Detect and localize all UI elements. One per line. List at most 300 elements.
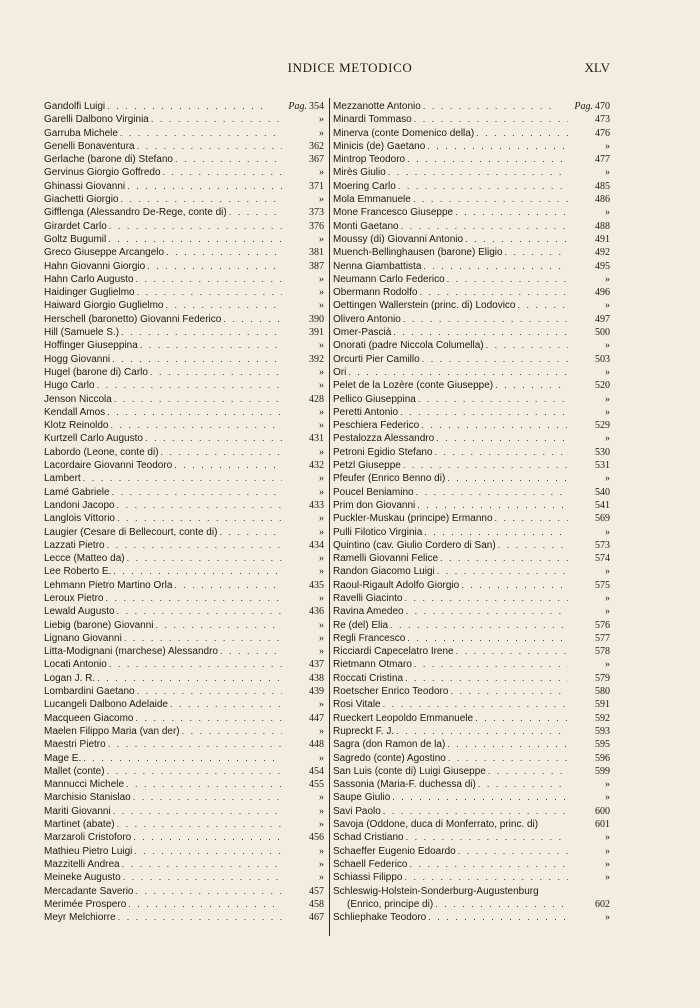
page-number-value: » bbox=[605, 393, 610, 405]
entry-name: Martinet (abate) bbox=[44, 819, 115, 831]
entry-name: Hahn Giovanni Giorgio bbox=[44, 260, 146, 272]
entry-page bbox=[284, 645, 324, 658]
entry-name: Quintino (cav. Giulio Cordero di San) bbox=[333, 539, 496, 551]
dot-leader bbox=[447, 273, 568, 286]
page-number-value: 354 bbox=[309, 101, 324, 112]
index-entry bbox=[333, 140, 610, 153]
dot-leader bbox=[465, 233, 568, 246]
entry-name: Schaell Federico bbox=[333, 858, 408, 870]
entry-name: Meineke Augusto bbox=[44, 872, 121, 884]
entry-page bbox=[284, 632, 324, 645]
page-label: Pag. bbox=[574, 101, 593, 112]
entry-name: Lewald Augusto bbox=[44, 606, 115, 618]
entry-name: Omer-Pascià bbox=[333, 327, 392, 339]
dot-leader bbox=[495, 379, 568, 392]
entry-page bbox=[570, 565, 610, 578]
entry-name: Marzaroli Cristoforo bbox=[44, 832, 132, 844]
index-entry bbox=[333, 180, 610, 193]
dot-leader bbox=[107, 100, 266, 113]
entry-name: Oettingen Wallerstein (princ. di) Lodovico bbox=[333, 300, 516, 312]
entry-name: Pfeufer (Enrico Benno di) bbox=[333, 473, 446, 485]
entry-page bbox=[570, 459, 610, 472]
index-entry bbox=[333, 512, 610, 525]
dot-leader bbox=[136, 273, 282, 286]
dot-leader bbox=[134, 845, 282, 858]
page-number-value: 503 bbox=[595, 353, 610, 365]
dot-leader bbox=[83, 752, 282, 765]
page-number-value: » bbox=[319, 752, 324, 764]
dot-leader bbox=[128, 898, 282, 911]
index-entry bbox=[333, 313, 610, 326]
page-number-value: » bbox=[319, 858, 324, 870]
page-number-value: » bbox=[605, 792, 610, 804]
index-entry bbox=[333, 738, 610, 751]
page-number-value: 470 bbox=[595, 101, 610, 112]
entry-name: Petroni Egidio Stefano bbox=[333, 446, 433, 458]
entry-page bbox=[570, 579, 610, 592]
dot-leader bbox=[166, 299, 283, 312]
entry-page bbox=[284, 486, 324, 499]
entry-name: Meyr Melchiorre bbox=[44, 912, 116, 924]
dot-leader bbox=[424, 526, 568, 539]
entry-name: Monti Gaetano bbox=[333, 220, 399, 232]
entry-name: Garruba Michele bbox=[44, 127, 118, 139]
entry-name: Ricciardi Capecelatro Irene bbox=[333, 646, 454, 658]
entry-page bbox=[284, 246, 324, 259]
entry-page bbox=[570, 206, 610, 219]
index-entry bbox=[44, 778, 324, 791]
entry-name: Mone Francesco Giuseppe bbox=[333, 207, 454, 219]
index-entry bbox=[333, 579, 610, 592]
index-entry bbox=[333, 791, 610, 804]
dot-leader bbox=[112, 353, 282, 366]
entry-page bbox=[284, 858, 324, 871]
entry-name: Landoni Jacopo bbox=[44, 499, 115, 511]
page-number-value: » bbox=[319, 513, 324, 525]
index-entry bbox=[44, 393, 324, 406]
page-number-value: » bbox=[319, 194, 324, 206]
entry-name: Rosi Vitale bbox=[333, 699, 381, 711]
entry-name: Lamé Gabriele bbox=[44, 486, 110, 498]
index-entry bbox=[44, 472, 324, 485]
dot-leader bbox=[136, 885, 283, 898]
entry-name: Laugier (Cesare di Bellecourt, conte di) bbox=[44, 526, 218, 538]
entry-page bbox=[284, 313, 324, 326]
dot-leader bbox=[388, 166, 568, 179]
entry-page bbox=[570, 805, 610, 818]
dot-leader bbox=[118, 911, 282, 924]
dot-leader bbox=[396, 725, 568, 738]
page-number-value: 431 bbox=[309, 433, 324, 445]
page-number-value: 428 bbox=[309, 393, 324, 405]
entry-name: Marchisio Stanislao bbox=[44, 792, 131, 804]
entry-name: Gerlache (barone di) Stefano bbox=[44, 154, 173, 166]
index-entry bbox=[44, 831, 324, 844]
entry-name: Merimée Prospero bbox=[44, 898, 127, 910]
entry-page bbox=[284, 273, 324, 286]
page-number-value: 373 bbox=[309, 207, 324, 219]
entry-page bbox=[570, 446, 610, 459]
page-number-value: » bbox=[605, 606, 610, 618]
entry-name: Locati Antonio bbox=[44, 659, 107, 671]
page-number-value: 390 bbox=[309, 313, 324, 325]
index-entry bbox=[44, 725, 324, 738]
entry-page bbox=[570, 113, 610, 126]
dot-leader bbox=[123, 871, 282, 884]
dot-leader bbox=[398, 180, 568, 193]
entry-page bbox=[284, 127, 324, 140]
entry-name: Hugel (barone di) Carlo bbox=[44, 366, 148, 378]
entry-name: Ravina Amedeo bbox=[333, 606, 404, 618]
index-entry bbox=[333, 778, 610, 791]
page-number-value: 491 bbox=[595, 233, 610, 245]
entry-name: Roccati Cristina bbox=[333, 672, 404, 684]
entry-name: Rueckert Leopoldo Emmanuele bbox=[333, 712, 474, 724]
entry-name: Liebig (barone) Giovanni bbox=[44, 619, 154, 631]
entry-name: Schleswig-Holstein-Sonderburg-Augustenburg bbox=[333, 885, 539, 897]
entry-name: Randon Giacomo Luigi bbox=[333, 566, 435, 578]
entry-name: San Luis (conte di) Luigi Giuseppe bbox=[333, 765, 486, 777]
dot-leader bbox=[440, 552, 568, 565]
index-entry bbox=[333, 752, 610, 765]
index-entry bbox=[333, 658, 610, 671]
entry-page bbox=[284, 459, 324, 472]
dot-leader bbox=[436, 432, 568, 445]
page-number-value: » bbox=[605, 845, 610, 857]
index-entry bbox=[333, 326, 610, 339]
dot-leader bbox=[108, 738, 282, 751]
page-number-value: 376 bbox=[309, 220, 324, 232]
index-entry bbox=[44, 246, 324, 259]
page-number-value: » bbox=[605, 473, 610, 485]
entry-name: Mariti Giovanni bbox=[44, 805, 111, 817]
entry-name: Klotz Reinoldo bbox=[44, 420, 109, 432]
page-number-value: » bbox=[605, 433, 610, 445]
entry-name: Re (del) Elia bbox=[333, 619, 389, 631]
entry-page bbox=[284, 326, 324, 339]
index-entry bbox=[44, 592, 324, 605]
dot-leader bbox=[478, 778, 568, 791]
index-entry bbox=[44, 446, 324, 459]
entry-page bbox=[284, 685, 324, 698]
dot-leader bbox=[518, 299, 569, 312]
entry-page bbox=[284, 220, 324, 233]
dot-leader bbox=[447, 472, 568, 485]
entry-page bbox=[570, 260, 610, 273]
entry-name: Giachetti Giorgio bbox=[44, 194, 119, 206]
index-entry bbox=[44, 712, 324, 725]
entry-page bbox=[284, 805, 324, 818]
page-number-value: 531 bbox=[595, 460, 610, 472]
index-entry bbox=[333, 419, 610, 432]
entry-name: Regli Francesco bbox=[333, 632, 406, 644]
page-number-value: 497 bbox=[595, 313, 610, 325]
index-entry bbox=[44, 765, 324, 778]
entry-page bbox=[570, 778, 610, 791]
dot-leader bbox=[423, 260, 568, 273]
page-number-value: 541 bbox=[595, 499, 610, 511]
dot-leader bbox=[435, 898, 568, 911]
dot-leader bbox=[404, 871, 568, 884]
page-number-value: 599 bbox=[595, 765, 610, 777]
page-number-value: 436 bbox=[309, 606, 324, 618]
entry-name: Mazzitelli Andrea bbox=[44, 858, 120, 870]
dot-leader bbox=[110, 419, 282, 432]
index-entry bbox=[44, 140, 324, 153]
dot-leader bbox=[112, 486, 282, 499]
running-title: INDICE METODICO bbox=[287, 60, 413, 75]
page-number-value: » bbox=[319, 406, 324, 418]
index-entry bbox=[333, 605, 610, 618]
entry-page bbox=[570, 193, 610, 206]
entry-page bbox=[284, 180, 324, 193]
entry-name: Mirès Giulio bbox=[333, 167, 386, 179]
index-entry bbox=[44, 233, 324, 246]
page-number-value: 592 bbox=[595, 712, 610, 724]
entry-page bbox=[284, 260, 324, 273]
entry-page bbox=[570, 672, 610, 685]
index-entry bbox=[44, 113, 324, 126]
entry-name: Goltz Bugumil bbox=[44, 233, 107, 245]
index-entry bbox=[44, 645, 324, 658]
entry-page bbox=[570, 858, 610, 871]
dot-leader bbox=[97, 672, 282, 685]
dot-leader bbox=[409, 858, 568, 871]
entry-page bbox=[284, 818, 324, 831]
entry-page bbox=[284, 286, 324, 299]
dot-leader bbox=[124, 632, 282, 645]
index-entry bbox=[333, 831, 610, 844]
index-entry bbox=[44, 419, 324, 432]
page-number-value: 454 bbox=[309, 765, 324, 777]
entry-name: Schaeffer Eugenio Edoardo bbox=[333, 845, 456, 857]
page-number-value: » bbox=[319, 380, 324, 392]
entry-page bbox=[284, 552, 324, 565]
entry-page bbox=[570, 712, 610, 725]
index-entry bbox=[333, 858, 610, 871]
entry-name: Onorati (padre Niccola Columella) bbox=[333, 340, 484, 352]
page-number-value: 476 bbox=[595, 127, 610, 139]
entry-name: Mannucci Michele bbox=[44, 779, 125, 791]
index-entry bbox=[44, 845, 324, 858]
index-entry bbox=[333, 100, 610, 113]
entry-name: Schliephake Teodoro bbox=[333, 912, 427, 924]
dot-leader bbox=[145, 432, 282, 445]
entry-name: Pulli Filotico Virginia bbox=[333, 526, 423, 538]
entry-page bbox=[570, 605, 610, 618]
index-entry bbox=[44, 685, 324, 698]
entry-name: Gervinus Giorgio Goffredo bbox=[44, 167, 161, 179]
entry-page bbox=[284, 672, 324, 685]
page-number-value: 573 bbox=[595, 539, 610, 551]
page-number-value: » bbox=[319, 819, 324, 831]
index-entry bbox=[333, 446, 610, 459]
index-entry bbox=[333, 273, 610, 286]
entry-name: Maestri Pietro bbox=[44, 739, 106, 751]
entry-page bbox=[570, 658, 610, 671]
entry-page bbox=[284, 885, 324, 898]
entry-page bbox=[284, 605, 324, 618]
entry-page bbox=[284, 765, 324, 778]
entry-page bbox=[570, 339, 610, 352]
page-number-value: » bbox=[319, 845, 324, 857]
index-entry bbox=[44, 552, 324, 565]
index-entry bbox=[44, 565, 324, 578]
page-number-value: » bbox=[605, 832, 610, 844]
page-number-value: 530 bbox=[595, 446, 610, 458]
page-number-value: » bbox=[319, 287, 324, 299]
dot-leader bbox=[127, 180, 282, 193]
entry-name: Mintrop Teodoro bbox=[333, 154, 406, 166]
entry-page bbox=[570, 180, 610, 193]
dot-leader bbox=[418, 393, 568, 406]
dot-leader bbox=[393, 326, 568, 339]
entry-name: Hill (Samuele S.) bbox=[44, 327, 120, 339]
entry-page bbox=[570, 326, 610, 339]
index-entry bbox=[333, 552, 610, 565]
entry-page bbox=[284, 419, 324, 432]
entry-name: Pellico Giuseppina bbox=[333, 393, 416, 405]
entry-name: Poucel Beniamino bbox=[333, 486, 414, 498]
dot-leader bbox=[422, 353, 568, 366]
entry-name: Logan J. R. bbox=[44, 672, 96, 684]
dot-leader bbox=[475, 712, 568, 725]
entry-page bbox=[284, 353, 324, 366]
entry-page bbox=[284, 539, 324, 552]
index-entry bbox=[44, 206, 324, 219]
entry-page bbox=[284, 526, 324, 539]
dot-leader bbox=[456, 645, 568, 658]
page-number-value: 576 bbox=[595, 619, 610, 631]
page-number-value: 577 bbox=[595, 632, 610, 644]
dot-leader bbox=[401, 220, 568, 233]
entry-name: Leroux Pietro bbox=[44, 592, 104, 604]
dot-leader bbox=[107, 765, 282, 778]
page-number-value: 600 bbox=[595, 805, 610, 817]
index-entry bbox=[44, 379, 324, 392]
entry-name: Peschiera Federico bbox=[333, 420, 420, 432]
index-entry bbox=[44, 858, 324, 871]
page-number-value: » bbox=[605, 779, 610, 791]
entry-page bbox=[570, 818, 610, 831]
index-entry bbox=[333, 499, 610, 512]
entry-name: Lehmann Pietro Martino Orla bbox=[44, 579, 173, 591]
dot-leader bbox=[83, 472, 282, 485]
entry-name: Pelet de la Lozère (conte Giuseppe) bbox=[333, 380, 494, 392]
index-column-left bbox=[44, 100, 324, 924]
page-number-value: » bbox=[605, 207, 610, 219]
index-entry bbox=[44, 260, 324, 273]
index-entry bbox=[44, 432, 324, 445]
dot-leader bbox=[505, 246, 568, 259]
dot-leader bbox=[229, 206, 282, 219]
index-entry bbox=[333, 539, 610, 552]
entry-page bbox=[284, 406, 324, 419]
page-number: XLV bbox=[584, 60, 610, 75]
entry-page bbox=[570, 791, 610, 804]
page-number-value: » bbox=[319, 420, 324, 432]
entry-name: Obermann Rodolfo bbox=[333, 287, 418, 299]
page-number-value: 529 bbox=[595, 420, 610, 432]
page-number-value: » bbox=[319, 300, 324, 312]
entry-page bbox=[570, 738, 610, 751]
entry-page bbox=[570, 313, 610, 326]
entry-page bbox=[284, 725, 324, 738]
page-number-value: 456 bbox=[309, 832, 324, 844]
page-number-value: 439 bbox=[309, 686, 324, 698]
dot-leader bbox=[105, 592, 282, 605]
dot-leader bbox=[147, 260, 282, 273]
dot-leader bbox=[414, 113, 568, 126]
entry-name: Puckler-Muskau (principe) Ermanno bbox=[333, 513, 493, 525]
page-label: Pag. bbox=[288, 101, 307, 112]
entry-name: Schad Cristiano bbox=[333, 832, 404, 844]
page-number-value: 580 bbox=[595, 686, 610, 698]
entry-name: Gifflenga (Alessandro De-Rege, conte di) bbox=[44, 207, 227, 219]
entry-page bbox=[284, 565, 324, 578]
dot-leader bbox=[403, 459, 568, 472]
index-entry bbox=[333, 393, 610, 406]
index-entry bbox=[44, 632, 324, 645]
page-number-value: » bbox=[319, 114, 324, 126]
index-entry bbox=[333, 260, 610, 273]
dot-leader bbox=[117, 512, 282, 525]
index-entry bbox=[333, 206, 610, 219]
dot-leader bbox=[219, 526, 282, 539]
entry-name: Minardi Tommaso bbox=[333, 114, 412, 126]
entry-page bbox=[284, 778, 324, 791]
dot-leader bbox=[447, 738, 568, 751]
entry-name: Mezzanotte Antonio bbox=[333, 101, 421, 112]
entry-page bbox=[284, 193, 324, 206]
entry-name: Girardet Carlo bbox=[44, 220, 107, 232]
page-number-value: » bbox=[605, 659, 610, 671]
dot-leader bbox=[126, 778, 282, 791]
index-entry bbox=[44, 299, 324, 312]
index-entry bbox=[333, 432, 610, 445]
page-number-value: 492 bbox=[595, 247, 610, 259]
index-entry bbox=[44, 898, 324, 911]
entry-page bbox=[570, 273, 610, 286]
entry-name: Ori bbox=[333, 366, 347, 378]
page-number-value: 457 bbox=[309, 885, 324, 897]
dot-leader bbox=[117, 605, 282, 618]
page-number-value: 477 bbox=[595, 154, 610, 166]
dot-leader bbox=[120, 193, 282, 206]
index-entry bbox=[333, 911, 610, 924]
page-number-value: 495 bbox=[595, 260, 610, 272]
page-number-value: » bbox=[319, 553, 324, 565]
page-number-value: 596 bbox=[595, 752, 610, 764]
entry-page bbox=[284, 592, 324, 605]
page-number-value: » bbox=[605, 406, 610, 418]
index-entry bbox=[333, 486, 610, 499]
dot-leader bbox=[461, 579, 568, 592]
dot-leader bbox=[420, 286, 569, 299]
index-entry bbox=[333, 725, 610, 738]
dot-leader bbox=[136, 712, 283, 725]
index-entry bbox=[44, 619, 324, 632]
entry-name: Minerva (conte Domenico della) bbox=[333, 127, 475, 139]
dot-leader bbox=[107, 539, 282, 552]
index-entry bbox=[333, 885, 610, 898]
page-number-value: 362 bbox=[309, 140, 324, 152]
dot-leader bbox=[113, 805, 282, 818]
index-entry bbox=[44, 672, 324, 685]
page-number-value: 591 bbox=[595, 699, 610, 711]
page-number-value: » bbox=[319, 619, 324, 631]
dot-leader bbox=[400, 406, 568, 419]
